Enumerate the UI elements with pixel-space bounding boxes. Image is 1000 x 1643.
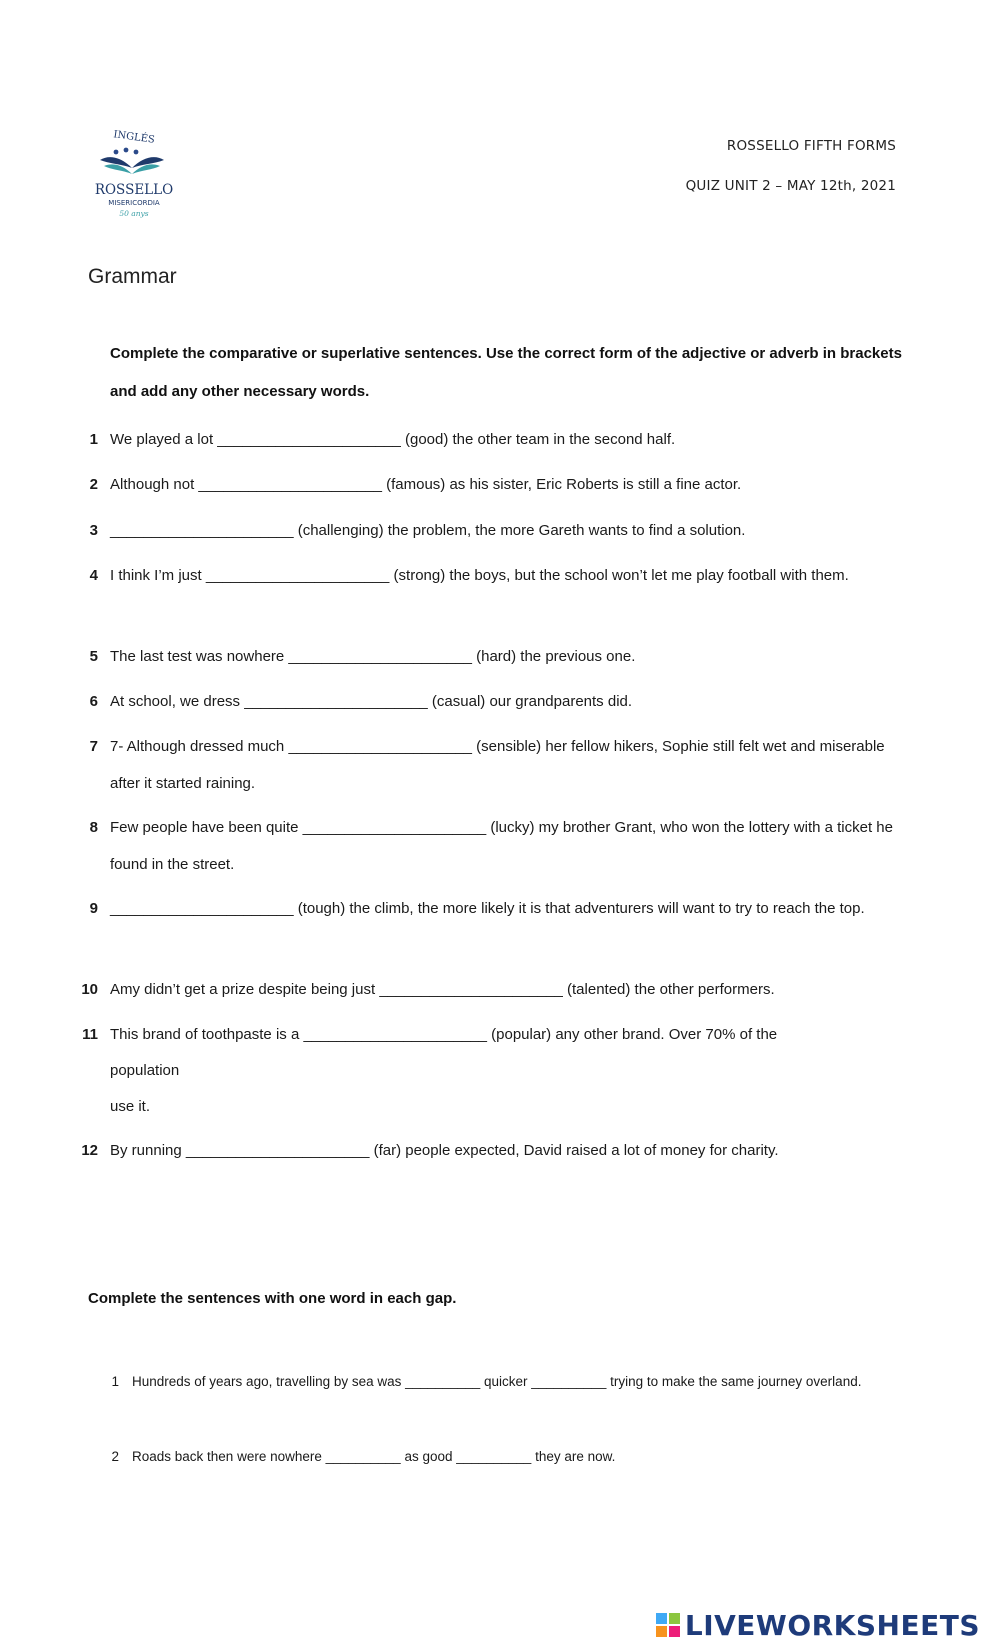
logo-sub: MISERICORDIA	[108, 199, 160, 207]
item-number: 4	[89, 567, 98, 584]
item-number: 2	[89, 476, 98, 493]
item-text: By running ______________________ (far) people expected, David raised a lot of money for charity.	[110, 1142, 779, 1159]
item-number: 1	[89, 431, 98, 448]
item-number: 10	[81, 981, 98, 998]
school-line: ROSSELLO FIFTH FORMS	[726, 138, 896, 154]
quiz-line: QUIZ UNIT 2 – MAY 12th, 2021	[685, 178, 896, 194]
item-number: 2	[111, 1449, 119, 1464]
item-number: 5	[89, 648, 98, 665]
item-number: 7	[89, 738, 98, 755]
school-logo-graphic	[86, 128, 196, 228]
item-text: ______________________ (challenging) the problem, the more Gareth wants to find a solution.	[110, 522, 746, 539]
item-text: Few people have been quite ______________________ (lucky) my brother Grant, who won the lottery with a ticket he found in the street.	[110, 819, 893, 873]
logo-anniv: 50 anys	[119, 209, 149, 218]
liveworksheets-text: LIVEWORKSHEETS	[684, 1608, 980, 1642]
item-text: Amy didn’t get a prize despite being just ______________________ (talented) the other performers.	[110, 981, 775, 998]
liveworksheets-logo[interactable]	[655, 1610, 980, 1640]
item-text: This brand of toothpaste is a ______________________ (popular) any other brand. Over 70% of the	[110, 1026, 778, 1043]
item-number: 3	[89, 522, 98, 539]
exercise1-instructions: Complete the comparative or superlative sentences. Use the correct form of the adjective or adverb in brackets and add any other necessary words.	[110, 345, 902, 400]
exercise2-title: Complete the sentences with one word in each gap.	[88, 1290, 457, 1307]
school-logo	[86, 128, 196, 228]
section-title: Grammar	[88, 265, 177, 288]
logo-top-text: INGLÉS	[112, 129, 156, 146]
item-text: ______________________ (tough) the climb, the more likely it is that adventurers will want to try to reach the top.	[110, 900, 865, 917]
item-number: 6	[89, 693, 98, 710]
item-number: 1	[111, 1374, 119, 1389]
item-text: The last test was nowhere ______________________ (hard) the previous one.	[110, 648, 636, 665]
item-text: 7- Although dressed much ______________________ (sensible) her fellow hikers, Sophie still felt wet and miserable after it started raining.	[110, 738, 885, 792]
item-number: 8	[89, 819, 98, 836]
item-number: 12	[81, 1142, 98, 1159]
item-text: We played a lot ______________________ (good) the other team in the second half.	[110, 431, 676, 448]
item-text-continuation: population	[110, 1062, 180, 1079]
item-number: 9	[89, 900, 98, 917]
item-text: Hundreds of years ago, travelling by sea was __________ quicker __________ trying to make the same journey overland.	[132, 1374, 862, 1389]
item-text: At school, we dress ______________________ (casual) our grandparents did.	[110, 693, 633, 710]
header-info	[686, 138, 896, 194]
liveworksheets-icon	[655, 1612, 681, 1638]
item-text: I think I’m just ______________________ (strong) the boys, but the school won’t let me play football with them.	[110, 567, 849, 584]
logo-name: ROSSELLO	[94, 182, 174, 198]
item-text: Although not ______________________ (famous) as his sister, Eric Roberts is still a fine actor.	[110, 476, 742, 493]
item-text: Roads back then were nowhere __________ as good __________ they are now.	[132, 1449, 616, 1464]
item-number: 11	[82, 1026, 98, 1043]
item-text-continuation: use it.	[110, 1098, 151, 1115]
